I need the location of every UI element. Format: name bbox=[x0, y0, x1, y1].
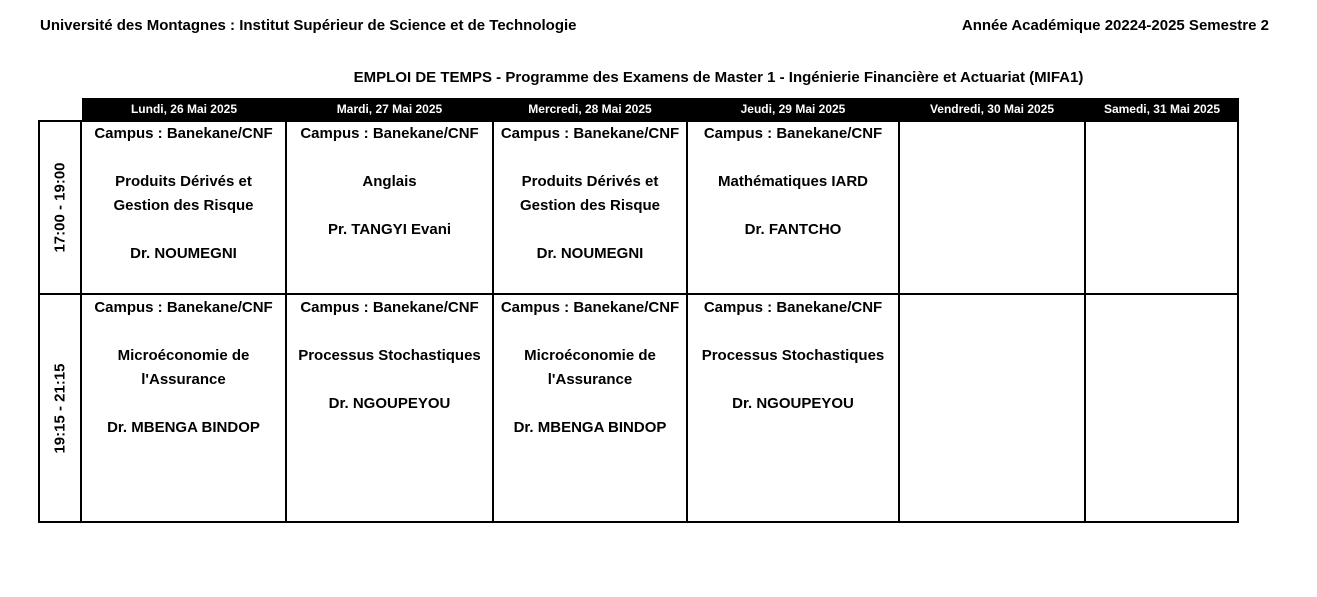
title-text: EMPLOI DE TEMPS - Programme des Examens de Master 1 - Ingénierie Financière et Actuariat (MIFA1) bbox=[353, 69, 1084, 86]
day-header-wednesday: Mercredi, 28 Mai 2025 bbox=[493, 98, 687, 120]
campus-label: Campus : Banekane/CNF bbox=[703, 125, 883, 142]
exam-cell bbox=[494, 295, 686, 440]
exam-cell bbox=[287, 121, 492, 242]
day-header-monday: Lundi, 26 Mai 2025 bbox=[82, 98, 286, 120]
professor-name: Dr. MBENGA BINDOP bbox=[107, 419, 260, 436]
course-name: l'Assurance bbox=[547, 371, 633, 388]
course-name: Processus Stochastiques bbox=[298, 347, 481, 364]
professor-name: Dr. NOUMEGNI bbox=[536, 245, 644, 262]
campus-label: Campus : Banekane/CNF bbox=[500, 299, 680, 316]
professor-name: Pr. TANGYI Evani bbox=[327, 221, 452, 238]
course-name: Microéconomie de bbox=[117, 347, 250, 364]
course-name: Produits Dérivés et bbox=[115, 173, 252, 190]
course-name: Produits Dérivés et bbox=[521, 173, 659, 190]
exam-cell bbox=[82, 121, 285, 266]
professor-name: Dr. NGOUPEYOU bbox=[328, 395, 451, 412]
day-header-tuesday: Mardi, 27 Mai 2025 bbox=[286, 98, 493, 120]
professor-name: Dr. MBENGA BINDOP bbox=[513, 419, 667, 436]
time-slot-label: 19:15 - 21:15 bbox=[52, 362, 69, 454]
exam-cell bbox=[688, 121, 898, 242]
exam-cell bbox=[688, 295, 898, 416]
course-name: l'Assurance bbox=[141, 371, 226, 388]
course-name: Gestion des Risque bbox=[519, 197, 661, 214]
exam-cell bbox=[287, 295, 492, 416]
course-name: Anglais bbox=[362, 173, 417, 190]
professor-name: Dr. NOUMEGNI bbox=[130, 245, 237, 262]
day-header-friday: Vendredi, 30 Mai 2025 bbox=[899, 98, 1085, 120]
course-name: Processus Stochastiques bbox=[701, 347, 885, 364]
professor-name: Dr. NGOUPEYOU bbox=[732, 395, 854, 412]
time-slot-label: 17:00 - 19:00 bbox=[52, 162, 69, 253]
course-name: Gestion des Risque bbox=[113, 197, 254, 214]
day-header-thursday: Jeudi, 29 Mai 2025 bbox=[687, 98, 899, 120]
exam-cell bbox=[82, 295, 285, 440]
grid-divider bbox=[1084, 120, 1086, 523]
institution-name: Université des Montagnes : Institut Supérieur de Science et de Technologie bbox=[40, 17, 577, 34]
campus-label: Campus : Banekane/CNF bbox=[703, 299, 883, 316]
campus-label: Campus : Banekane/CNF bbox=[94, 125, 273, 142]
academic-year: Année Académique 20224-2025 Semestre 2 bbox=[961, 17, 1269, 34]
time-slot-2 bbox=[40, 295, 81, 521]
campus-label: Campus : Banekane/CNF bbox=[300, 299, 479, 316]
exam-cell bbox=[494, 121, 686, 266]
course-name: Mathématiques IARD bbox=[717, 173, 869, 190]
campus-label: Campus : Banekane/CNF bbox=[94, 299, 273, 316]
time-slot-1 bbox=[40, 122, 81, 293]
grid-divider bbox=[898, 120, 900, 523]
campus-label: Campus : Banekane/CNF bbox=[300, 125, 479, 142]
page-title bbox=[0, 69, 1317, 86]
campus-label: Campus : Banekane/CNF bbox=[500, 125, 680, 142]
day-header-saturday: Samedi, 31 Mai 2025 bbox=[1085, 98, 1239, 120]
professor-name: Dr. FANTCHO bbox=[744, 221, 842, 238]
course-name: Microéconomie de bbox=[524, 347, 656, 364]
